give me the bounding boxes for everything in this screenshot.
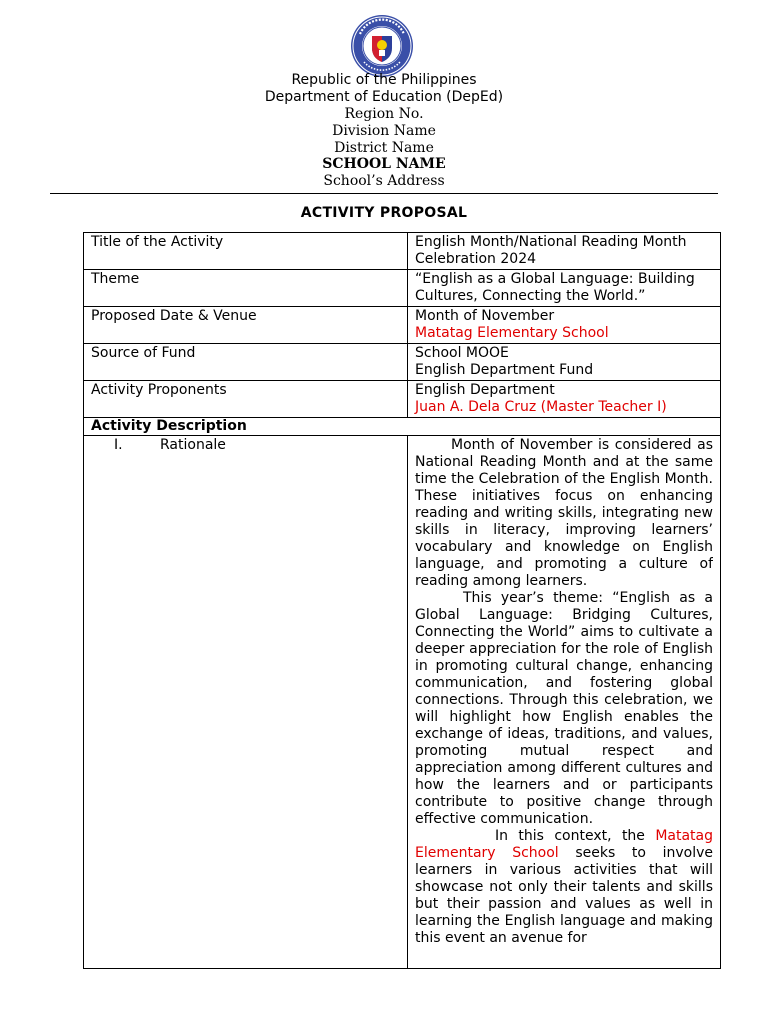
table-row [84, 344, 721, 381]
row-label: Proposed Date & Venue [84, 307, 408, 344]
rationale-label-cell [84, 436, 408, 969]
row-label: Source of Fund [84, 344, 408, 381]
rationale-label: Rationale [160, 437, 226, 453]
activity-description-heading: Activity Description [84, 418, 721, 436]
row-label: Title of the Activity [84, 233, 408, 270]
row-label: Theme [84, 270, 408, 307]
para3-school: Matatag Elementary School [415, 828, 713, 861]
document-title: ACTIVITY PROPOSAL [300, 205, 468, 221]
table-row [84, 233, 721, 270]
deped-seal-logo [350, 14, 414, 78]
table-row [84, 436, 721, 969]
rationale-paragraph-2: This year’s theme: “English as a Global Language: Bridging Cultures, Connecting the World” aims to cultivate a deeper appreciation for the role of English in promoting cultural change, enhancing communication, and fostering global connections. Through this celebration, we will highlight how English enables the exchange of ideas, traditions, and values, promoting mutual respect and appreciation among different cultures and how the learners and or participants contribute to positive change through effective communication. [415, 590, 713, 827]
proponent-name: Juan A. Dela Cruz (Master Teacher I) [415, 399, 667, 415]
fund-line-2: English Department Fund [415, 362, 594, 378]
table-row [84, 307, 721, 344]
proponent-department: English Department [415, 382, 555, 398]
district-line: District Name [334, 140, 434, 156]
para3-rest: seeks to involve learners in various activities that will showcase not only their talents and skills but their passion and values as well in learning the English language and making this event an avenue for [415, 845, 713, 946]
header-divider [50, 193, 718, 194]
department-line: Department of Education (DepEd) [264, 89, 504, 105]
row-value [408, 381, 721, 418]
rationale-paragraph-1: Month of November is considered as National Reading Month and at the same time the Celebration of the English Month. These initiatives focus on enhancing reading and writing skills, integrating new skills in literacy, improving learners’ vocabulary and knowledge on English language, and promoting a culture of reading among learners. [415, 437, 713, 589]
country-line: Republic of the Philippines [291, 72, 477, 88]
proposal-table [83, 232, 721, 969]
school-name: SCHOOL NAME [322, 156, 446, 172]
rationale-body [408, 436, 721, 969]
row-label: Activity Proponents [84, 381, 408, 418]
rationale-number: I. [114, 437, 123, 453]
row-value [408, 307, 721, 344]
row-value: English Month/National Reading Month Celebration 2024 [408, 233, 721, 270]
venue-value: Matatag Elementary School [415, 325, 609, 341]
table-row [84, 381, 721, 418]
para3-start: In this context, the [495, 828, 645, 844]
rationale-text-clip [415, 437, 713, 967]
row-value [408, 344, 721, 381]
region-line: Region No. [344, 106, 424, 122]
division-line: Division Name [332, 123, 436, 139]
fund-line-1: School MOOE [415, 345, 509, 361]
school-address: School’s Address [323, 173, 445, 189]
date-value: Month of November [415, 308, 555, 324]
rationale-paragraph-3 [415, 828, 713, 947]
table-row [84, 270, 721, 307]
row-value: “English as a Global Language: Building Cultures, Connecting the World.” [408, 270, 721, 307]
table-row [84, 418, 721, 436]
